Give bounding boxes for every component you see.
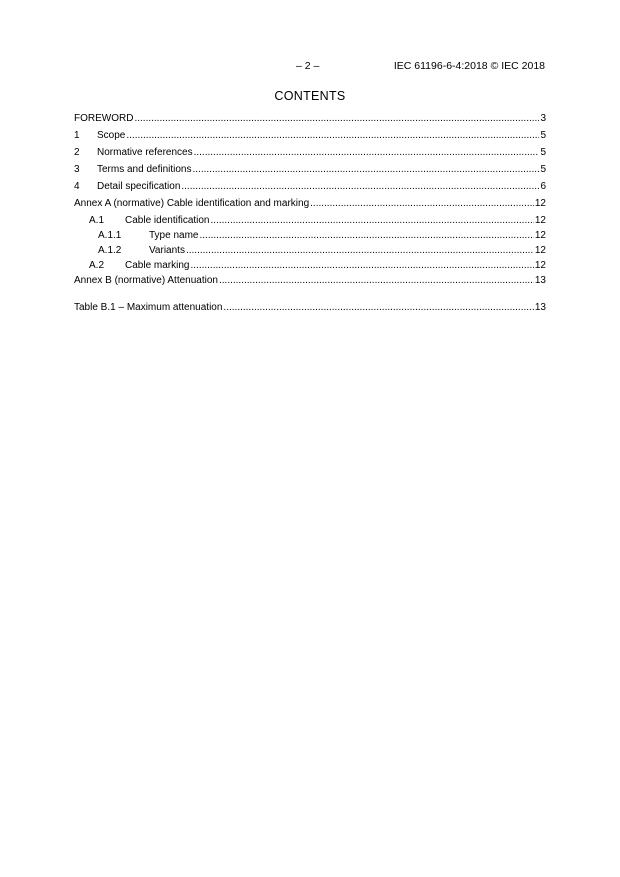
dot-leader [310,198,534,209]
toc-entry-page: 6 [540,181,546,192]
dot-leader [211,215,534,226]
dot-leader [219,275,534,286]
page-number: – 2 – [296,60,320,72]
dot-leader [186,245,534,256]
dot-leader [199,230,533,241]
toc-entry-title: Normative references [97,147,193,158]
toc-entry-title: Detail specification [97,181,181,192]
document-reference: IEC 61196-6-4:2018 © IEC 2018 [393,60,545,72]
toc-entry-number: A.2 [89,260,105,271]
contents-heading: CONTENTS [274,89,346,103]
toc-entry-title: Terms and definitions [97,164,192,175]
toc-entry-terms-and-definitions[interactable] [74,164,546,181]
dot-leader [134,113,539,124]
toc-entry-page: 3 [540,113,546,124]
toc-entry-page: 12 [534,230,546,241]
toc-entry-page: 12 [534,198,546,209]
table-of-contents [74,113,546,319]
toc-entry-page: 5 [540,164,546,175]
toc-entry-title: Cable marking [125,260,190,271]
toc-entry-type-name[interactable] [74,230,546,245]
toc-entry-title: FOREWORD [74,113,134,124]
dot-leader [194,147,540,158]
toc-entry-number: 4 [74,181,80,192]
toc-entry-scope[interactable] [74,130,546,147]
toc-entry-number: A.1.2 [98,245,122,256]
toc-entry-number: 2 [74,147,80,158]
toc-entry-number: 3 [74,164,80,175]
toc-entry-annex-a[interactable] [74,198,546,215]
toc-entry-page: 5 [540,147,546,158]
toc-entry-foreword[interactable] [74,113,546,130]
dot-leader [181,181,539,192]
toc-entry-variants[interactable] [74,245,546,260]
toc-entry-title: Annex A (normative) Cable identification and marking [74,198,310,209]
toc-entry-title: Cable identification [125,215,210,226]
dot-leader [190,260,533,271]
toc-entry-title: Scope [97,130,126,141]
toc-entry-title: Type name [149,230,199,241]
toc-entry-page: 12 [534,245,546,256]
toc-entry-table-b1[interactable] [74,302,546,319]
toc-entry-cable-marking[interactable] [74,260,546,275]
dot-leader [223,302,533,313]
dot-leader [193,164,540,175]
toc-entry-detail-specification[interactable] [74,181,546,198]
toc-entry-page: 13 [534,275,546,286]
toc-entry-title: Table B.1 – Maximum attenuation [74,302,223,313]
toc-entry-page: 12 [534,260,546,271]
toc-entry-title: Variants [149,245,185,256]
toc-entry-title: Annex B (normative) Attenuation [74,275,218,286]
toc-entry-cable-identification[interactable] [74,215,546,230]
dot-leader [126,130,539,141]
toc-entry-page: 12 [534,215,546,226]
toc-entry-number: A.1 [89,215,105,226]
toc-entry-annex-b[interactable] [74,275,546,292]
toc-entry-number: 1 [74,130,80,141]
toc-entry-number: A.1.1 [98,230,122,241]
toc-entry-normative-references[interactable] [74,147,546,164]
toc-entry-page: 13 [534,302,546,313]
toc-entry-page: 5 [540,130,546,141]
